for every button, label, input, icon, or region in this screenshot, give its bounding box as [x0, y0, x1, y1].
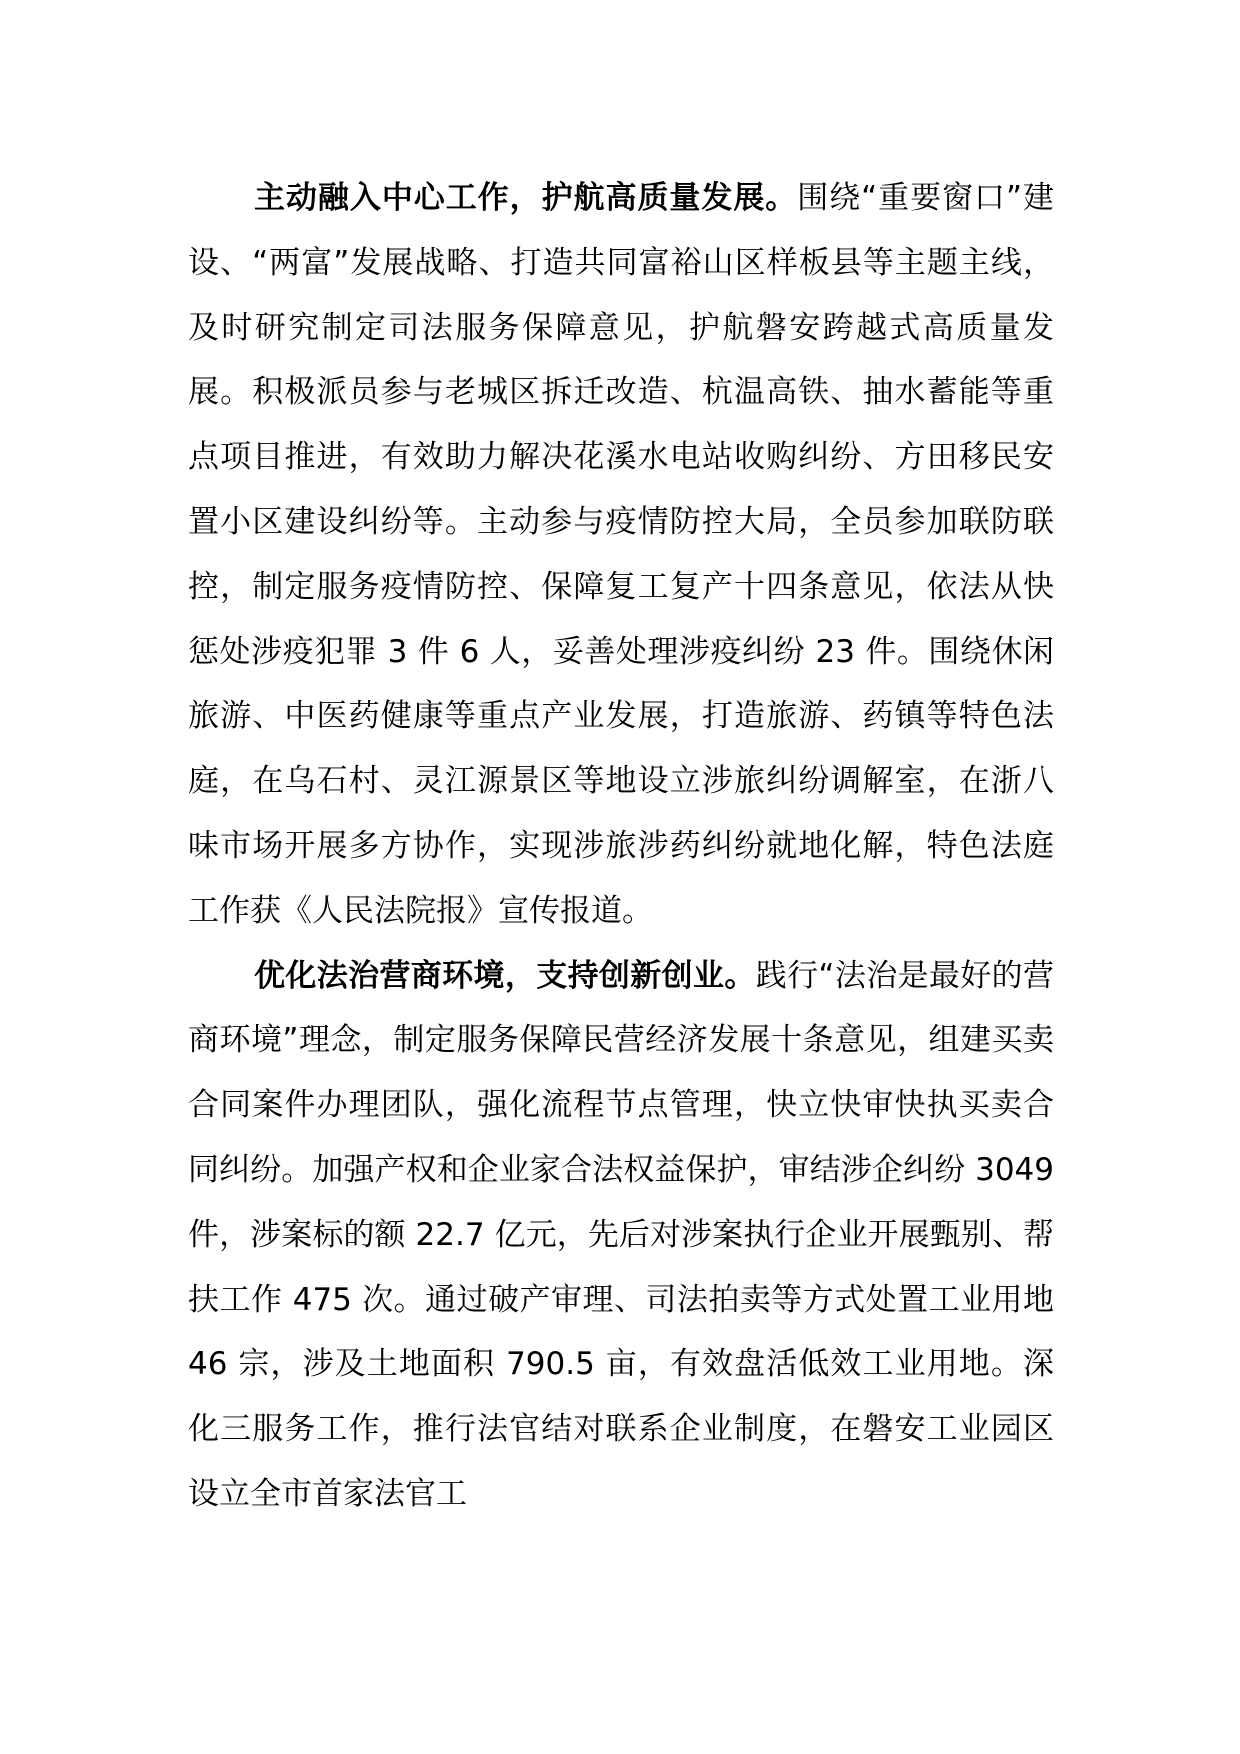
paragraph-1-heading: 主动融入中心工作，护航高质量发展。	[254, 180, 798, 216]
paragraph-2-body: 践行“法治是最好的营商环境”理念，制定服务保障民营经济发展十条意见，组建买卖合同案件办理团队，强化流程节点管理，快立快审快执买卖合同纠纷。加强产权和企业家合法权益保护，审结涉企纠纷 3049 件，涉案标的额 22.7 亿元，先后对涉案执行企业开展甄别、帮扶工作 475 次。通过破产审理、司法拍卖等方式处置工业用地 46 宗，涉及土地面积 790.5 亩，有效盘活低效工业用地。深化三服务工作，推行法官结对联系企业制度，在磐安工业园区设立全市首家法官工	[188, 957, 1054, 1512]
paragraph-1-body: 围绕“重要窗口”建设、“两富”发展战略、打造共同富裕山区样板县等主题主线，及时研究制定司法服务保障意见，护航磐安跨越式高质量发展。积极派员参与老城区拆迁改造、杭温高铁、抽水蓄能等重点项目推进，有效助力解决花溪水电站收购纠纷、方田移民安置小区建设纠纷等。主动参与疫情防控大局，全员参加联防联控，制定服务疫情防控、保障复工复产十四条意见，依法从快惩处涉疫犯罪 3 件 6 人，妥善处理涉疫纠纷 23 件。围绕休闲旅游、中医药健康等重点产业发展，打造旅游、药镇等特色法庭，在乌石村、灵江源景区等地设立涉旅纠纷调解室，在浙八味市场开展多方协作，实现涉旅涉药纠纷就地化解，特色法庭工作获《人民法院报》宣传报道。	[188, 180, 1054, 929]
paragraph-2	[188, 944, 1054, 1527]
paragraph-2-heading: 优化法治营商环境，支持创新创业。	[254, 957, 756, 994]
document-page	[188, 166, 1054, 1527]
paragraph-1	[188, 166, 1054, 944]
